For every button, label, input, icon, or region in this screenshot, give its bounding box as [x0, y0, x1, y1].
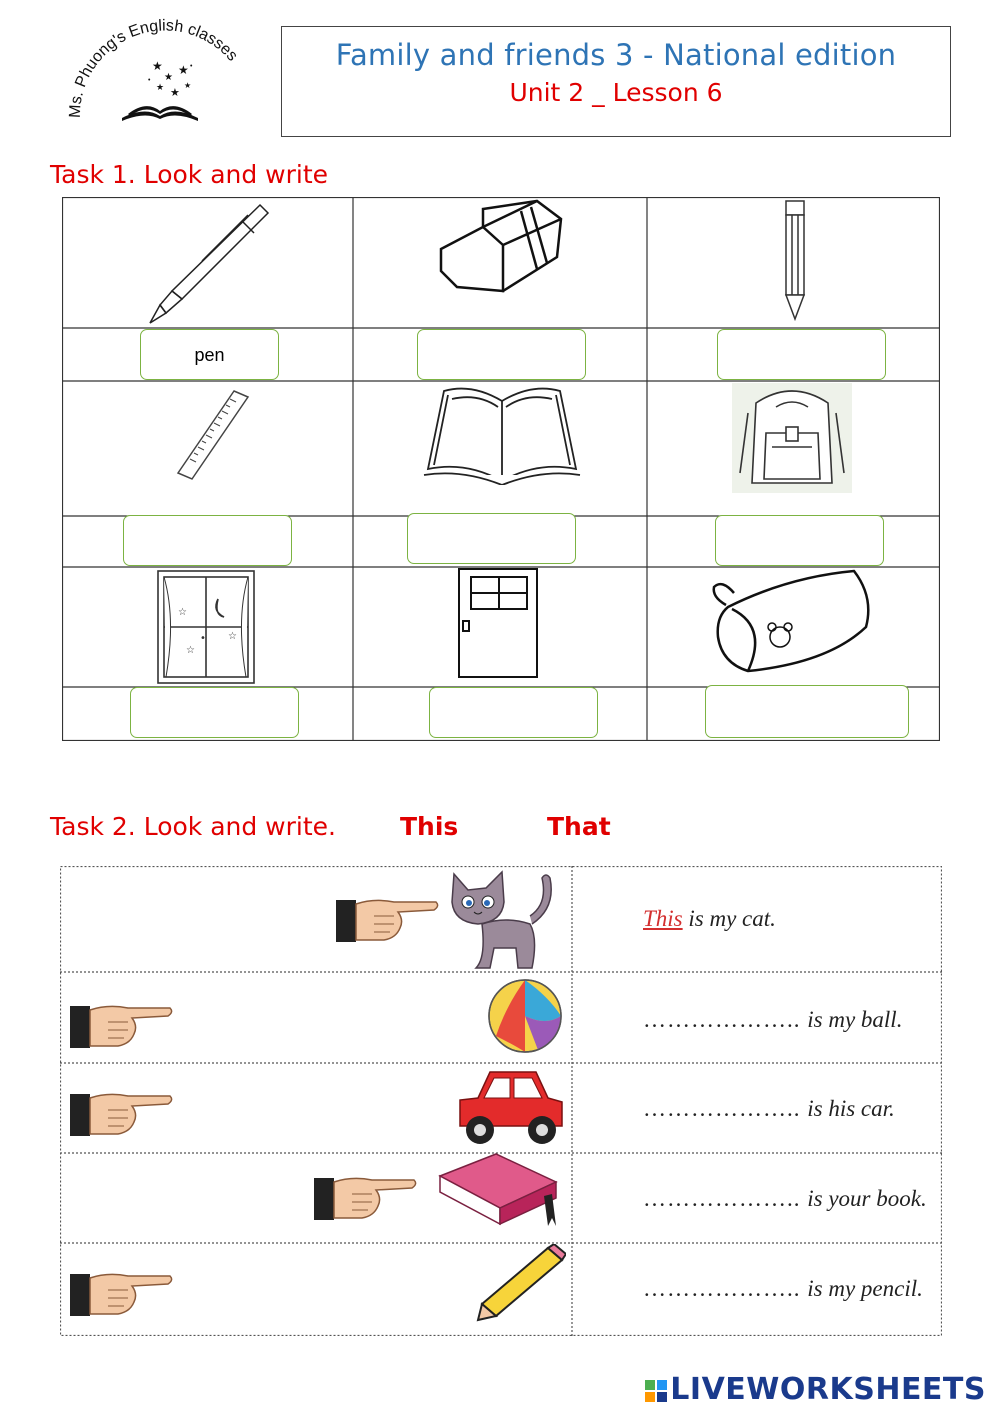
svg-text:•: •	[200, 633, 206, 644]
answer-input-6[interactable]	[715, 515, 884, 566]
sentence-1	[643, 906, 776, 932]
task2-title: Task 2. Look and write.	[50, 812, 336, 841]
task2-table	[60, 866, 942, 1336]
door-icon	[457, 567, 539, 679]
pointing-hand-icon	[68, 1088, 174, 1140]
answer-input-9[interactable]	[705, 685, 909, 738]
svg-text:☆: ☆	[186, 645, 195, 656]
svg-text:★: ★	[178, 63, 189, 77]
school-logo	[60, 18, 260, 128]
pen-icon	[142, 199, 272, 325]
svg-text:★: ★	[164, 72, 173, 83]
book-icon	[422, 381, 582, 485]
svg-text:☆: ☆	[228, 631, 237, 642]
svg-text:★: ★	[170, 87, 180, 99]
page-subtitle: Unit 2 _ Lesson 6	[509, 78, 723, 107]
cat-icon	[446, 868, 566, 972]
eraser-icon	[437, 199, 565, 299]
sentence-blank[interactable]: ………………..	[643, 1276, 808, 1301]
answer-input-5[interactable]	[407, 513, 576, 564]
svg-text:★: ★	[156, 82, 165, 92]
sentence-text: is my ball.	[807, 1007, 903, 1032]
svg-text:•: •	[190, 63, 193, 70]
pencil-icon	[780, 199, 810, 321]
pointing-hand-icon	[334, 894, 440, 946]
answer-input-8[interactable]	[429, 687, 598, 738]
svg-text:★: ★	[152, 59, 163, 73]
watermark-text: LIVEWORKSHEETS	[670, 1372, 986, 1407]
sentence-blank[interactable]: ………………..	[643, 1007, 808, 1032]
task1-table	[62, 197, 940, 741]
pencil-case-icon	[708, 567, 874, 673]
sentence-text: is my pencil.	[807, 1276, 923, 1301]
sentence-blank[interactable]: ………………..	[643, 1186, 808, 1211]
svg-text:★: ★	[184, 81, 192, 90]
window-icon	[156, 569, 256, 685]
sentence-text: is your book.	[807, 1186, 927, 1211]
keyword-this: This	[400, 812, 459, 841]
pointing-hand-icon	[312, 1172, 418, 1224]
header-box	[281, 26, 951, 137]
sentence-4	[643, 1186, 927, 1212]
sentence-text: is his car.	[807, 1096, 895, 1121]
stars-icon	[148, 59, 193, 99]
ruler-icon	[172, 387, 252, 483]
liveworksheets-logo-icon	[645, 1380, 667, 1402]
answer-input-2[interactable]	[417, 329, 586, 380]
svg-text:Ms. Phuong's English classes: Ms. Phuong's English classes	[66, 18, 241, 119]
pencil-icon	[474, 1244, 566, 1322]
sentence-3	[643, 1096, 895, 1122]
sentence-answer: This	[643, 906, 683, 931]
sentence-blank[interactable]: ………………..	[643, 1096, 808, 1121]
pointing-hand-icon	[68, 1268, 174, 1320]
answer-input-4[interactable]	[123, 515, 292, 566]
book-icon	[436, 1152, 560, 1230]
sentence-2	[643, 1007, 902, 1033]
svg-text:•: •	[148, 77, 151, 84]
pointing-hand-icon	[68, 1000, 174, 1052]
keyword-that: That	[547, 812, 611, 841]
answer-input-7[interactable]	[130, 687, 299, 738]
answer-input-3[interactable]	[717, 329, 886, 380]
liveworksheets-watermark	[645, 1372, 986, 1407]
car-icon	[454, 1064, 566, 1148]
task1-title: Task 1. Look and write	[50, 160, 329, 189]
sentence-5	[643, 1276, 923, 1302]
sentence-text: is my cat.	[682, 906, 776, 931]
answer-input-1[interactable]: pen	[140, 329, 279, 380]
page-title: Family and friends 3 - National edition	[335, 38, 897, 72]
svg-text:☆: ☆	[178, 607, 187, 618]
open-book-icon	[122, 106, 198, 121]
ball-icon	[486, 976, 564, 1056]
bag-icon	[732, 383, 852, 493]
